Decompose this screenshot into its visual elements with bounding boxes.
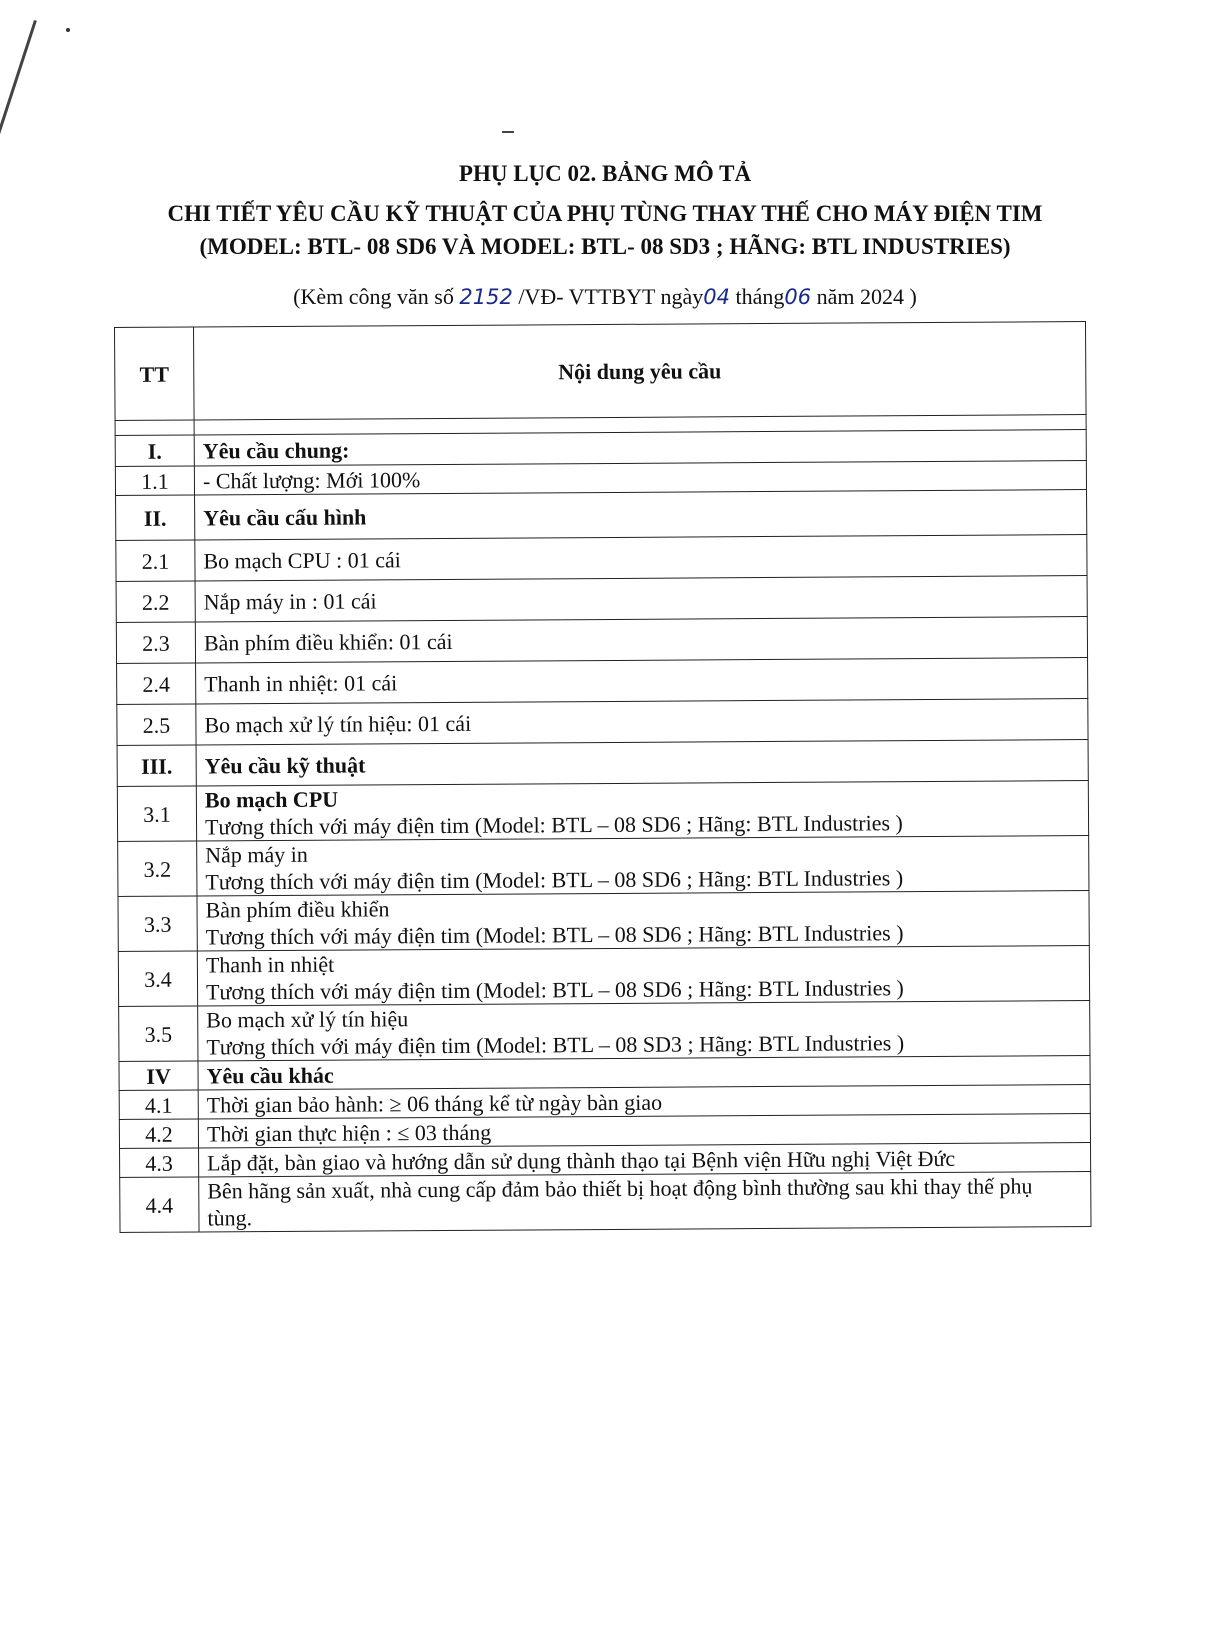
table-row [119, 1001, 1090, 1062]
section-row-technical [117, 740, 1088, 787]
table-row [116, 535, 1087, 582]
section-title: Yêu cầu cấu hình [195, 490, 1087, 540]
item-name: Thanh in nhiệt [205, 951, 335, 978]
document-title: PHỤ LỤC 02. BẢNG MÔ TẢ [458, 161, 752, 186]
reference-prefix: (Kèm công văn số [293, 284, 460, 309]
handwritten-month: 06 [784, 285, 812, 309]
handwritten-doc-number: 2152 [459, 285, 513, 309]
table-row [117, 658, 1088, 705]
section-number: II. [116, 495, 195, 540]
row-content: Bàn phím điều khiển: 01 cái [195, 617, 1087, 663]
row-content: Lắp đặt, bàn giao và hướng dẫn sử dụng thành thạo tại Bệnh viện Hữu nghị Việt Đức [199, 1143, 1091, 1177]
section-number: III. [117, 745, 196, 786]
section-title: Yêu cầu chung: [194, 430, 1086, 466]
row-content: Thời gian bảo hành: ≥ 06 tháng kể từ ngày bàn giao [198, 1085, 1090, 1119]
compatibility-note: Tương thích với máy điện tim (Model: BTL – 08 SD6 ; Hãng: BTL Industries ) [204, 810, 903, 840]
document-reference [100, 282, 1110, 312]
table-row [118, 946, 1089, 1007]
section-number: IV [119, 1061, 198, 1090]
row-content: - Chất lượng: Mới 100% [194, 461, 1086, 495]
reference-mid1: /VĐ- VTTBYT ngày [512, 284, 704, 309]
row-content: Bên hãng sản xuất, nhà cung cấp đảm bảo thiết bị hoạt động bình thường sau khi thay thế phụ tùng. [199, 1172, 1091, 1232]
section-title: Yêu cầu kỹ thuật [196, 740, 1088, 786]
item-name: Bo mạch xử lý tín hiệu [206, 1006, 409, 1033]
document-title-line3: (MODEL: BTL- 08 SD6 VÀ MODEL: BTL- 08 SD3 ; HÃNG: BTL INDUSTRIES) [199, 234, 1011, 259]
handwritten-day: 04 [703, 285, 730, 309]
row-number: 4.4 [120, 1177, 199, 1232]
row-content: Thanh in nhiệt: 01 cái [196, 658, 1088, 704]
row-number: 3.5 [119, 1006, 198, 1061]
row-content: Thời gian thực hiện : ≤ 03 tháng [198, 1114, 1090, 1148]
compatibility-note: Tương thích với máy điện tim (Model: BTL – 08 SD6 ; Hãng: BTL Industries ) [205, 920, 904, 950]
table-header-row [115, 322, 1087, 421]
row-number: 3.1 [117, 786, 196, 841]
scan-dot [66, 28, 70, 32]
reference-mid2: tháng [730, 284, 785, 309]
column-header-content: Nội dung yêu cầu [194, 322, 1087, 420]
row-number: 4.1 [119, 1090, 198, 1119]
section-title: Yêu cầu khác [198, 1056, 1090, 1090]
table-row [116, 617, 1087, 664]
row-number: 3.3 [118, 896, 197, 951]
compatibility-note: Tương thích với máy điện tim (Model: BTL – 08 SD3 ; Hãng: BTL Industries ) [206, 1030, 905, 1060]
row-number: 2.2 [116, 581, 195, 622]
row-number: 4.3 [120, 1148, 199, 1177]
item-name: Bàn phím điều khiển [205, 896, 390, 923]
row-content: Nắp máy in : 01 cái [195, 576, 1087, 622]
table-row [117, 781, 1088, 842]
column-header-tt: TT [115, 327, 195, 420]
row-number: 3.4 [118, 951, 197, 1006]
section-number: I. [115, 435, 194, 466]
scan-dash [502, 131, 514, 133]
item-name: Bo mạch CPU [204, 786, 339, 813]
row-content: Bo mạch xử lý tín hiệu: 01 cái [196, 699, 1088, 745]
row-number: 1.1 [115, 466, 194, 495]
compatibility-note: Tương thích với máy điện tim (Model: BTL – 08 SD6 ; Hãng: BTL Industries ) [205, 975, 904, 1005]
document-title-line2: CHI TIẾT YÊU CẦU KỸ THUẬT CỦA PHỤ TÙNG THAY THẾ CHO MÁY ĐIỆN TIM [167, 201, 1043, 226]
table-row [118, 891, 1089, 952]
compatibility-note: Tương thích với máy điện tim (Model: BTL – 08 SD6 ; Hãng: BTL Industries ) [205, 865, 904, 895]
table-row [116, 576, 1087, 623]
row-number: 2.4 [117, 663, 196, 704]
requirements-table [114, 321, 1092, 1233]
table-row [117, 699, 1088, 746]
row-number: 4.2 [119, 1119, 198, 1148]
row-number: 2.5 [117, 704, 196, 745]
row-content: Bo mạch CPU : 01 cái [195, 535, 1087, 581]
row-number: 2.3 [116, 622, 195, 663]
item-name: Nắp máy in [205, 841, 308, 868]
table-row [118, 836, 1089, 897]
section-row-configuration [116, 490, 1087, 541]
scan-edge-mark [0, 20, 37, 192]
reference-suffix: năm 2024 ) [811, 284, 917, 309]
table-row [120, 1172, 1091, 1233]
row-number: 2.1 [116, 540, 195, 581]
row-number: 3.2 [118, 841, 197, 896]
